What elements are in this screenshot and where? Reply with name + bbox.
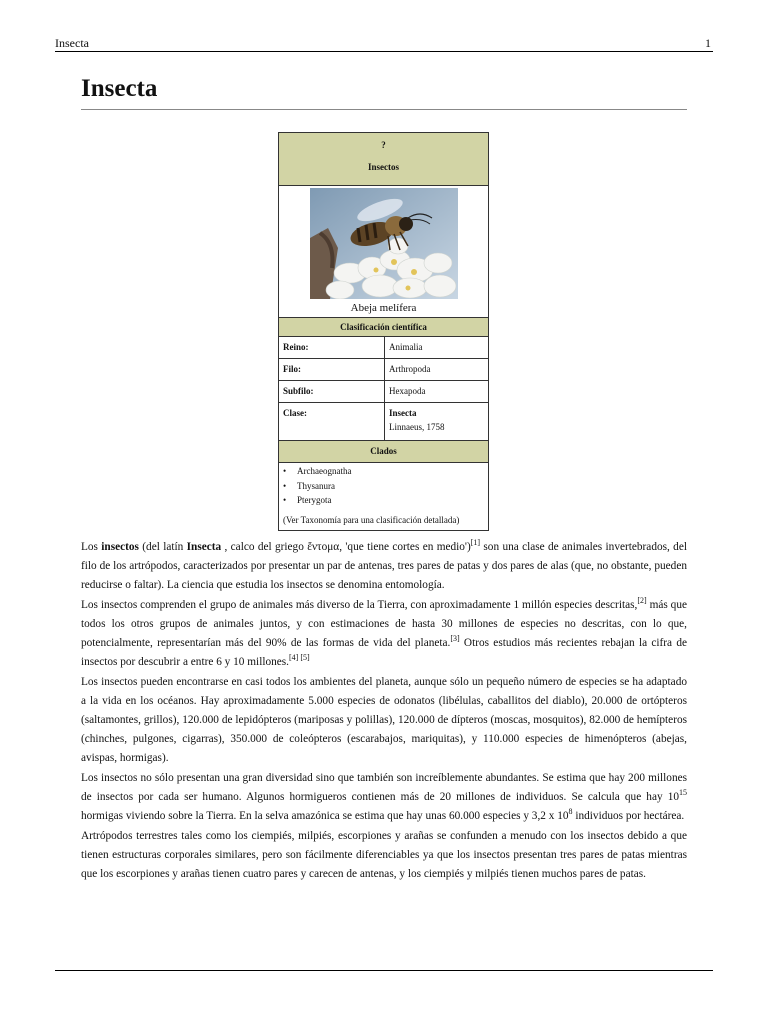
footer-rule [55, 970, 713, 971]
term-insecta: Insecta [186, 541, 222, 553]
text-run: individuos por hectárea. [572, 810, 685, 822]
row-divider [384, 381, 385, 402]
row-value: Insecta [389, 408, 417, 418]
row-clase [279, 403, 488, 441]
text-run: Los insectos no sólo presentan una gran diversidad sino que también son increíblemente abundantes. Se estima que hay 200 millones de insectos por cada ser humano. Algunos hormigueros contienen más de 20 millones de individuos. Se calcula que hay 10 [81, 772, 687, 803]
row-value: Animalia [389, 342, 423, 352]
reference-3[interactable]: [3] [450, 634, 460, 644]
paragraph-abundance [81, 769, 687, 826]
taxobox-name: Insectos [368, 162, 399, 172]
classification-heading: Clasificación científica [279, 317, 488, 337]
image-caption: Abeja melífera [350, 302, 417, 314]
text-run: son una clase de animales invertebrados, del filo de los artrópodos, caracterizados por presentar un par de antenas, tres pares de patas y dos pares de alas (que, no obstante, pueden reducirse o faltar). La ciencia que estudia los insectos se denomina entomología. [81, 541, 687, 591]
bee-on-flower-illustration [310, 188, 458, 299]
row-key: Reino: [283, 342, 309, 352]
exponent: 15 [679, 788, 687, 798]
row-divider [384, 337, 385, 358]
taxobox-header [279, 133, 488, 186]
row-authority: Linnaeus, 1758 [389, 422, 445, 432]
page-title: Insecta [81, 74, 687, 110]
row-value: Hexapoda [389, 386, 426, 396]
bullet: • [283, 466, 287, 476]
row-filo [279, 359, 488, 381]
text-run: (del latín [138, 541, 187, 553]
reference-4-5[interactable]: [4] [5] [289, 653, 310, 663]
row-divider [384, 403, 385, 440]
taxobox [278, 132, 489, 531]
text-run: Los insectos comprenden el grupo de animales más diverso de la Tierra, con aproximadamente 1 millón especies descritas, [81, 599, 638, 611]
clado-name: Thysanura [297, 481, 335, 491]
row-reino [279, 337, 488, 359]
text-run: Otros estudios más recientes rebajan la cifra de insectos por descubrir a entre 6 y 10 millones. [81, 637, 687, 668]
text-run: más que todos los otros grupos de animales juntos, y con estimaciones de hasta 30 millones de especies no descritas, con lo que, potencialmente, representarían más del 90% de las formas de vida del planeta. [81, 599, 687, 649]
row-divider [384, 359, 385, 380]
bullet: • [283, 495, 287, 505]
paragraph-diversity [81, 596, 687, 672]
bullet: • [283, 481, 287, 491]
reference-2[interactable]: [2] [637, 596, 647, 606]
paragraph-arthropods: Artrópodos terrestres tales como los ciempiés, milpiés, escorpiones y arañas se confunden a menudo con los insectos debido a que tienen estructuras corporales similares, pero son fácilmente diferenciables ya que los insectos presentan tres pares de patas mientras que los escorpiones y arañas tienen cuatro pares y carecen de antenas, y los ciempiés y milpiés tienen muchos pares de patas. [81, 830, 687, 880]
clado-name: Archaeognatha [297, 466, 352, 476]
clado-name: Pterygota [297, 495, 332, 505]
article-body [81, 538, 687, 885]
taxonomy-note: (Ver Taxonomía para una clasificación detallada) [283, 515, 460, 525]
reference-1[interactable]: [1] [470, 538, 481, 548]
paragraph-intro [81, 538, 687, 595]
bee-photo [310, 188, 458, 299]
paragraph-habitats: Los insectos pueden encontrarse en casi todos los ambientes del planeta, aunque sólo un pequeño número de especies se ha adaptado a la vida en los océanos. Hay aproximadamente 5.000 especies de odonatos (libélulas, caballitos del diablo), 20.000 de ortópteros (saltamontes, grillos), 120.000 de lepidópteros (mariposas y polillas), 120.000 de dípteros (moscas, mosquitos), 82.000 de hemípteros (chinches, pulgones, cigarras), 350.000 de coleópteros (escarabajos, mariquitas), y 110.000 especies de himenópteros (abejas, avispas, hormigas). [81, 676, 687, 764]
text-run: hormigas viviendo sobre la Tierra. En la selva amazónica se estima que hay unas 60.000 especies y 3,2 x 10 [81, 810, 569, 822]
running-header-title: Insecta [55, 36, 89, 50]
exponent: 8 [568, 807, 573, 817]
row-key: Clase: [283, 408, 307, 418]
taxobox-status: ? [381, 140, 386, 150]
clados-heading: Clados [279, 441, 488, 463]
row-value: Arthropoda [389, 364, 431, 374]
term-insectos: insectos [101, 541, 139, 553]
row-key: Filo: [283, 364, 301, 374]
row-key: Subfilo: [283, 386, 314, 396]
page-number: 1 [705, 36, 711, 50]
running-header [55, 36, 713, 52]
row-subfilo [279, 381, 488, 403]
text-run: Los [81, 541, 102, 553]
text-run: , calco del griego ἔντομα, 'que tiene cortes en medio') [221, 541, 471, 553]
